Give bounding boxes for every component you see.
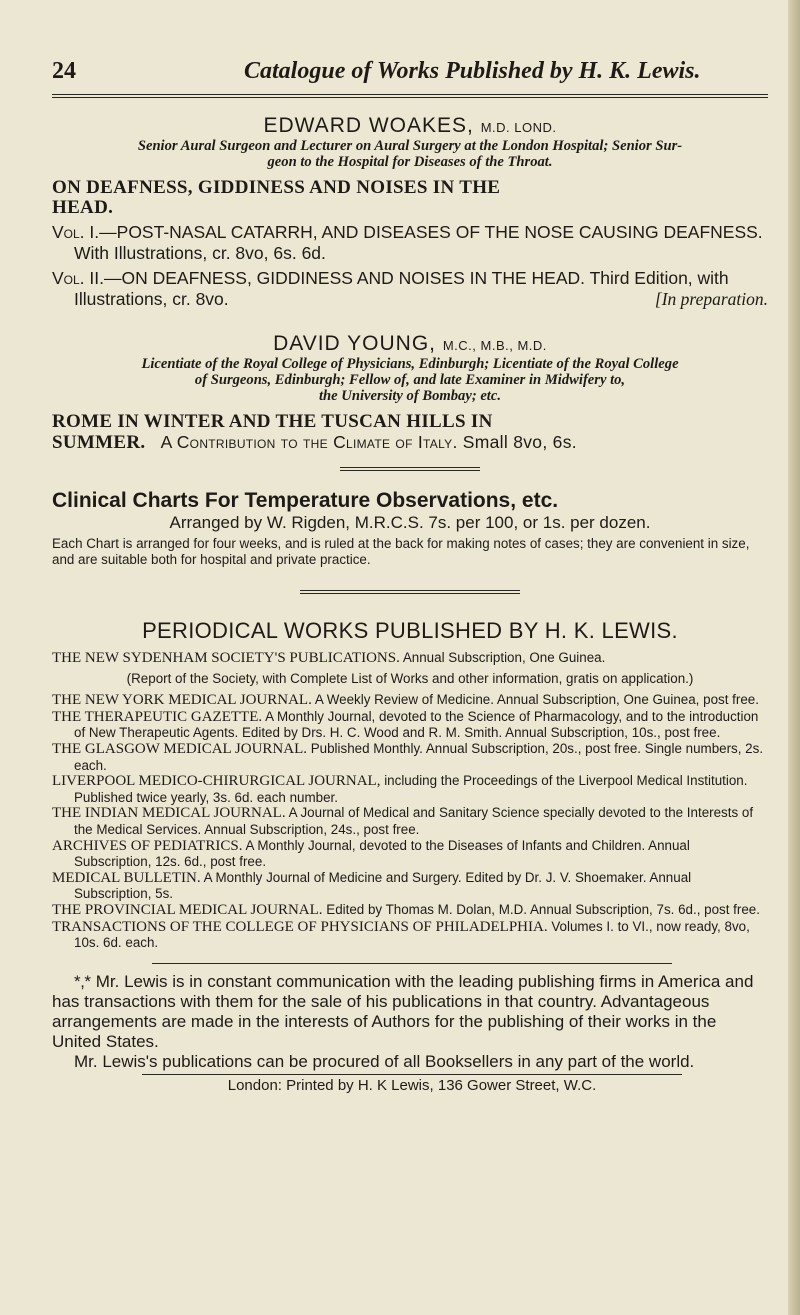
- periodical-entry: [52, 773, 768, 805]
- periodical-entry: [52, 870, 768, 902]
- periodical-text: A Monthly Journal, devoted to the Science of Pharmacology, and to the introduction of New Therapeutic Agents. Edited by Drs. H. C. Wood and R. M. Smith. Annual Subscription, 10s., post free.: [74, 708, 759, 741]
- running-header: [52, 58, 768, 92]
- clinical-charts-entry: [52, 489, 768, 568]
- book-title-line: HEAD.: [52, 197, 114, 218]
- periodical-title: THE PROVINCIAL MEDICAL JOURNAL.: [52, 901, 323, 918]
- young-entry: [52, 332, 768, 453]
- periodical-title: THE INDIAN MEDICAL JOURNAL.: [52, 805, 286, 822]
- page-content: [52, 58, 768, 1094]
- notice-paragraph: [52, 972, 768, 1052]
- periodical-title: THE NEW SYDENHAM SOCIETY'S PUBLICATIONS.: [52, 650, 400, 666]
- book-title-continued: [52, 432, 768, 453]
- periodical-entry: [52, 805, 768, 837]
- periodicals-list: [52, 650, 768, 951]
- author-name: [52, 332, 768, 356]
- periodical-title: TRANSACTIONS OF THE COLLEGE OF PHYSICIANS OF PHILADELPHIA.: [52, 918, 548, 935]
- book-title: [52, 178, 768, 218]
- author-name: [52, 114, 768, 138]
- book-details: Small 8vo, 6s.: [462, 432, 577, 452]
- volume-entry: [52, 268, 768, 310]
- notice-text: Mr. Lewis is in constant communication with the leading publishing firms in America and has transactions with them for the sale of his publications in that country. Advantageous arrangements are made in the interests of Authors for the publishing of their works in the United States.: [52, 971, 754, 1051]
- header-rule: [52, 94, 768, 98]
- periodical-text: Annual Subscription, One Guinea.: [402, 650, 606, 665]
- charts-title: Clinical Charts For Temperature Observations, etc.: [52, 489, 559, 512]
- volume-label: Vol. II.: [52, 268, 104, 288]
- periodical-text: Volumes I. to VI., now ready, 8vo, 10s. 6d. each.: [74, 918, 750, 951]
- affiliation-line: Senior Aural Surgeon and Lecturer on Aural Surgery at the London Hospital; Senior Sur-: [137, 138, 683, 154]
- periodical-text: A Journal of Medical and Sanitary Science specially devoted to the Interests of the Medical Services. Annual Subscription, 24s., post free.: [74, 805, 754, 837]
- author-degrees: M.C., M.B., M.D.: [442, 338, 547, 353]
- periodicals-heading: PERIODICAL WORKS PUBLISHED BY H. K. LEWIS.: [142, 618, 678, 643]
- notice-rule: [152, 963, 672, 964]
- section-divider: [300, 590, 520, 594]
- sydenham-note: (Report of the Society, with Complete List of Works and other information, gratis on application.): [126, 670, 694, 686]
- author-degrees: M.D. LOND.: [480, 120, 557, 135]
- periodical-title: ARCHIVES OF PEDIATRICS.: [52, 837, 243, 854]
- periodical-entry: [52, 902, 768, 919]
- page-number: 24: [52, 58, 76, 84]
- author-affiliation: [52, 138, 768, 170]
- periodical-entry: [52, 741, 768, 773]
- volume-status: [In preparation.: [654, 289, 768, 309]
- book-title: [52, 412, 768, 453]
- volume-text: —ON DEAFNESS, GIDDINESS AND NOISES IN THE HEAD. Third Edition, with Illustrations, cr. 8vo.: [74, 268, 729, 309]
- periodicals-section: [52, 618, 768, 951]
- periodical-entry: [52, 919, 768, 951]
- volume-label: Vol. I.: [52, 222, 100, 242]
- volume-entry: [52, 222, 768, 264]
- periodical-text: A Monthly Journal, devoted to the Diseases of Infants and Children. Annual Subscription, 12s. 6d., post free.: [74, 837, 690, 870]
- periodical-entry: [52, 709, 768, 741]
- affiliation-line: the University of Bombay; etc.: [319, 388, 501, 404]
- periodical-entry: [52, 650, 768, 667]
- periodical-title: THE NEW YORK MEDICAL JOURNAL.: [52, 692, 312, 709]
- page-edge: [788, 0, 800, 1315]
- periodical-entry: [52, 838, 768, 870]
- book-title-line: ROME IN WINTER AND THE TUSCAN HILLS IN: [52, 411, 493, 432]
- book-title-line: SUMMER.: [52, 432, 146, 453]
- section-divider: [340, 467, 480, 471]
- periodical-title: LIVERPOOL MEDICO-CHIRURGICAL JOURNAL,: [52, 773, 381, 790]
- periodical-text: A Weekly Review of Medicine. Annual Subscription, One Guinea, post free.: [314, 692, 759, 708]
- notice-mark: *‚*: [74, 971, 92, 991]
- charts-arranged: Arranged by W. Rigden, M.R.C.S. 7s. per 100, or 1s. per dozen.: [169, 513, 651, 532]
- periodical-title: MEDICAL BULLETIN.: [52, 869, 201, 886]
- notice-paragraph: Mr. Lewis's publications can be procured of all Booksellers in any part of the world.: [74, 1051, 695, 1071]
- book-title-line: ON DEAFNESS, GIDDINESS AND NOISES IN THE: [52, 177, 501, 198]
- volume-text: —POST-NASAL CATARRH, AND DISEASES OF THE NOSE CAUSING DEAFNESS. With Illustrations, cr. 8vo, 6s. 6d.: [74, 222, 763, 263]
- periodical-text: including the Proceedings of the Liverpool Medical Institution. Published twice yearly, 3s. 6d. each number.: [74, 773, 748, 805]
- periodical-entries: [52, 692, 768, 951]
- affiliation-line: of Surgeons, Edinburgh; Fellow of, and late Examiner in Midwifery to,: [194, 372, 626, 388]
- charts-note: Each Chart is arranged for four weeks, and is ruled at the back for making notes of cases; they are convenient in size, and are suitable both for hospital and private practice.: [52, 536, 750, 567]
- affiliation-line: Licentiate of the Royal College of Physicians, Edinburgh; Licentiate of the Royal College: [141, 356, 679, 372]
- book-subtitle: A Contribution to the Climate of Italy.: [160, 432, 458, 452]
- author-affiliation: [52, 356, 768, 404]
- periodical-title: THE THERAPEUTIC GAZETTE.: [52, 708, 263, 725]
- running-title: Catalogue of Works Published by H. K. Lewis.: [244, 58, 701, 84]
- printer-imprint: London: Printed by H. K Lewis, 136 Gower Street, W.C.: [142, 1074, 682, 1094]
- publisher-notice: [52, 972, 768, 1072]
- affiliation-line: geon to the Hospital for Diseases of the Throat.: [267, 154, 553, 170]
- author-name-text: DAVID YOUNG,: [273, 332, 436, 355]
- periodical-title: THE GLASGOW MEDICAL JOURNAL.: [52, 740, 307, 757]
- periodical-text: Edited by Thomas M. Dolan, M.D. Annual Subscription, 7s. 6d., post free.: [326, 901, 760, 917]
- periodical-entry: [52, 692, 768, 709]
- author-name-text: EDWARD WOAKES,: [263, 114, 474, 137]
- periodical-text: Published Monthly. Annual Subscription, 20s., post free. Single numbers, 2s. each.: [74, 740, 764, 773]
- periodical-text: A Monthly Journal of Medicine and Surgery. Edited by Dr. J. V. Shoemaker. Annual Subscription, 5s.: [74, 869, 692, 902]
- woakes-entry: [52, 114, 768, 310]
